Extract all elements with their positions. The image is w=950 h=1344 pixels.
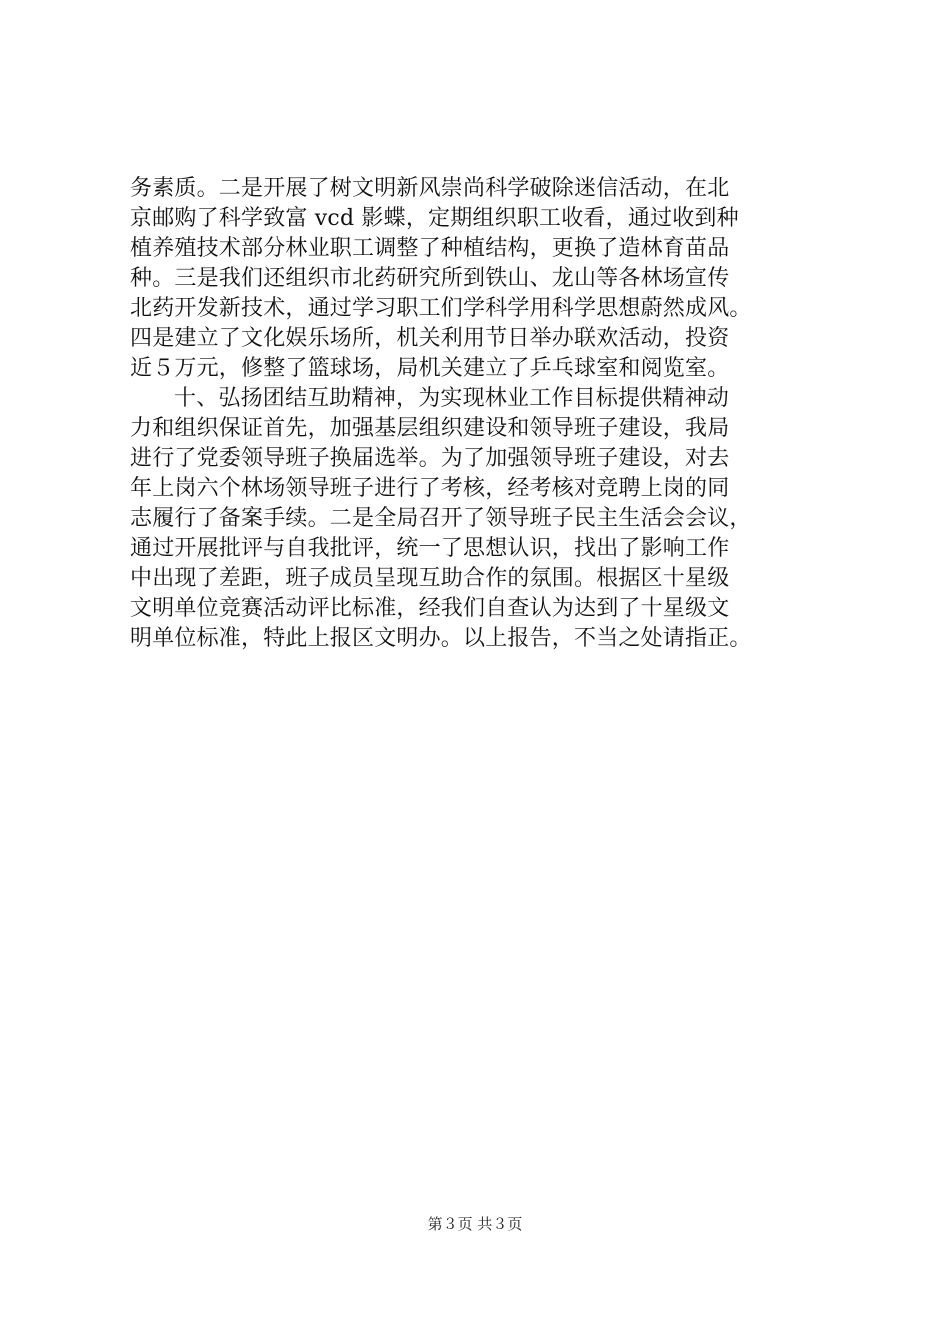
text-line: 北药开发新技术，通过学习职工们学科学用科学思想蔚然成风。 bbox=[130, 296, 752, 321]
text-line: 植养殖技术部分林业职工调整了种植结构，更换了造林育苗品 bbox=[130, 236, 730, 261]
text-line: 务素质。二是开展了树文明新风崇尚科学破除迷信活动，在北 bbox=[130, 176, 730, 201]
body-text bbox=[130, 174, 830, 654]
text-line: 进行了党委领导班子换届选举。为了加强领导班子建设，对去 bbox=[130, 446, 730, 471]
text-line: 近５万元，修整了篮球场，局机关建立了乒乓球室和阅览室。 bbox=[130, 356, 730, 381]
paragraph-start-line: 十、弘扬团结互助精神，为实现林业工作目标提供精神动 bbox=[174, 386, 730, 411]
text-line: 通过开展批评与自我批评，统一了思想认识，找出了影响工作 bbox=[130, 536, 730, 561]
text-line: 力和组织保证首先，加强基层组织建设和领导班子建设，我局 bbox=[130, 416, 730, 441]
page-number-footer: 第３页 共３页 bbox=[427, 1215, 523, 1233]
text-line: 四是建立了文化娱乐场所，机关利用节日举办联欢活动，投资 bbox=[130, 326, 730, 351]
text-line: 中出现了差距，班子成员呈现互助合作的氛围。根据区十星级 bbox=[130, 566, 730, 591]
text-line: 年上岗六个林场领导班子进行了考核，经考核对竞聘上岗的同 bbox=[130, 476, 730, 501]
text-line: 京邮购了科学致富 vcd 影蝶，定期组织职工收看，通过收到种 bbox=[130, 206, 739, 231]
text-line: 种。三是我们还组织市北药研究所到铁山、龙山等各林场宣传 bbox=[130, 266, 730, 291]
text-line: 文明单位竞赛活动评比标准，经我们自查认为达到了十星级文 bbox=[130, 596, 730, 621]
text-line: 明单位标准，特此上报区文明办。以上报告，不当之处请指正。 bbox=[130, 626, 752, 651]
text-line: 志履行了备案手续。二是全局召开了领导班子民主生活会会议， bbox=[130, 506, 752, 531]
